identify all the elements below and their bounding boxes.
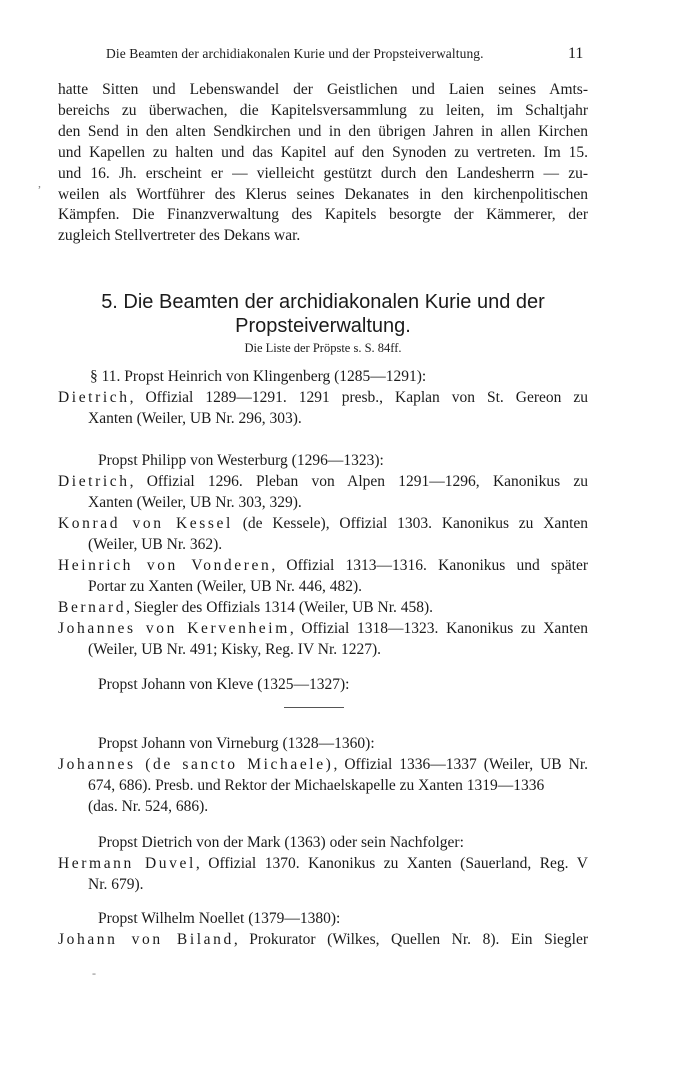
entry-first-line (58, 597, 588, 618)
provost-group (58, 832, 588, 895)
section-heading (58, 290, 588, 338)
entry-continuation: (das. Nr. 524, 686). (88, 798, 209, 815)
entry-first-line (58, 618, 588, 639)
entry-text: (de Kessele), Offizial 1303. Kanonikus zu Xanten (232, 515, 589, 532)
entry-text: , Prokurator (Wilkes, Quellen Nr. 8). Ein Siegler (233, 931, 588, 948)
entry-first-line (58, 387, 588, 408)
entry-continuation: (Weiler, UB Nr. 362). (88, 536, 223, 553)
margin-mark: , (38, 176, 41, 190)
official-entry (58, 853, 588, 895)
entry-continuation: 674, 686). Presb. und Rektor der Michaelskapelle zu Xanten 1319—1336 (88, 777, 545, 794)
official-entry (58, 555, 588, 597)
entry-text: , Offizial 1370. Kanonikus zu Xanten (Sauerland, Reg. V (195, 855, 588, 872)
provost-heading: Propst Philipp von Westerburg (1296—1323): (98, 452, 384, 469)
official-name: Dietrich (58, 473, 130, 490)
official-entry (58, 618, 588, 660)
official-entry (58, 754, 588, 817)
section-heading-line: 5. Die Beamten der archidiakonalen Kurie und der (101, 291, 545, 313)
entry-continuation: Xanten (Weiler, UB Nr. 303, 329). (88, 494, 302, 511)
running-title: Die Beamten der archidiakonalen Kurie und der Propsteiverwaltung. (106, 46, 484, 61)
official-name: Hermann Duvel (58, 855, 196, 872)
provost-group (58, 733, 588, 817)
provost-heading: Propst Johann von Virneburg (1328—1360): (98, 735, 375, 752)
provost-heading: § 11. Propst Heinrich von Klingenberg (1285—1291): (90, 368, 427, 385)
entry-text: , Offizial 1318—1323. Kanonikus zu Xanten (289, 620, 589, 637)
official-entry (58, 387, 588, 429)
provost-heading: Propst Wilhelm Noellet (1379—1380): (98, 910, 341, 927)
text-line: weilen als Wortführer des Klerus seines Dekanates in den kirchenpolitischen (58, 185, 588, 203)
official-name: Johann von Biland (58, 931, 234, 948)
entry-first-line (58, 555, 588, 576)
entry-text: , Offizial 1336—1337 (Weiler, UB Nr. (333, 756, 588, 773)
official-name: Heinrich von Vonderen (58, 557, 272, 574)
intro-paragraph (58, 80, 588, 247)
provost-group (58, 908, 588, 950)
official-entry (58, 471, 588, 513)
page-number: 11 (568, 45, 584, 62)
section-note: Die Liste der Pröpste s. S. 84ff. (244, 341, 402, 355)
entry-text: , Offizial 1296. Pleban von Alpen 1291—1296, Kanonikus zu (129, 473, 588, 490)
entry-first-line (58, 929, 588, 950)
provost-heading: Propst Dietrich von der Mark (1363) oder sein Nachfolger: (98, 834, 464, 851)
text-line: bereichs zu überwachen, die Kapitelsversammlung zu leiten, im Schaltjahr (58, 101, 588, 119)
official-name: Konrad von Kessel (58, 515, 233, 532)
entry-first-line (58, 853, 588, 874)
official-name: Johannes (de sancto Michaele) (58, 756, 334, 773)
text-line: den Send in den alten Sendkirchen und in den übrigen Jahren in allen Kirchen (58, 122, 588, 140)
text-line: Kämpfen. Die Finanzverwaltung des Kapitels besorgte der Kämmerer, der (58, 206, 588, 224)
official-name: Johannes von Kervenheim (58, 620, 290, 637)
text-line: und Kapellen zu halten und das Kapitel auf den Synoden zu vertreten. Im 15. (58, 143, 588, 161)
official-name: Bernard (58, 599, 127, 616)
entry-continuation: Portar zu Xanten (Weiler, UB Nr. 446, 482). (88, 578, 363, 595)
provost-group (58, 450, 588, 660)
entry-first-line (58, 513, 588, 534)
running-head (0, 46, 700, 66)
provost-group (58, 366, 588, 429)
entry-text: , Offizial 1313—1316. Kanonikus und später (271, 557, 588, 574)
official-entry (58, 513, 588, 555)
provost-heading: Propst Johann von Kleve (1325—1327): (98, 676, 350, 693)
text-line: hatte Sitten und Lebenswandel der Geistlichen und Laien seines Amts- (58, 81, 588, 98)
official-entry (58, 597, 588, 618)
entry-continuation: Xanten (Weiler, UB Nr. 296, 303). (88, 410, 302, 427)
entry-first-line (58, 471, 588, 492)
entry-first-line (58, 754, 588, 775)
official-name: Dietrich (58, 389, 130, 406)
entry-continuation: Nr. 679). (88, 876, 144, 893)
official-entry (58, 929, 588, 950)
text-line: zugleich Stellvertreter des Dekans war. (58, 227, 301, 245)
text-line: und 16. Jh. erscheint er — vielleicht gestützt durch den Landesherrn — zu- (58, 164, 588, 182)
margin-mark: - (92, 966, 96, 980)
entry-text: , Offizial 1289—1291. 1291 presb., Kaplan von St. Gereon zu (129, 389, 588, 406)
section-divider (284, 707, 344, 708)
provost-group (58, 674, 588, 695)
entry-continuation: (Weiler, UB Nr. 491; Kisky, Reg. IV Nr. 1227). (88, 641, 382, 658)
entry-text: , Siegler des Offizials 1314 (Weiler, UB Nr. 458). (126, 599, 434, 616)
section-heading-line: Propsteiverwaltung. (235, 315, 411, 337)
